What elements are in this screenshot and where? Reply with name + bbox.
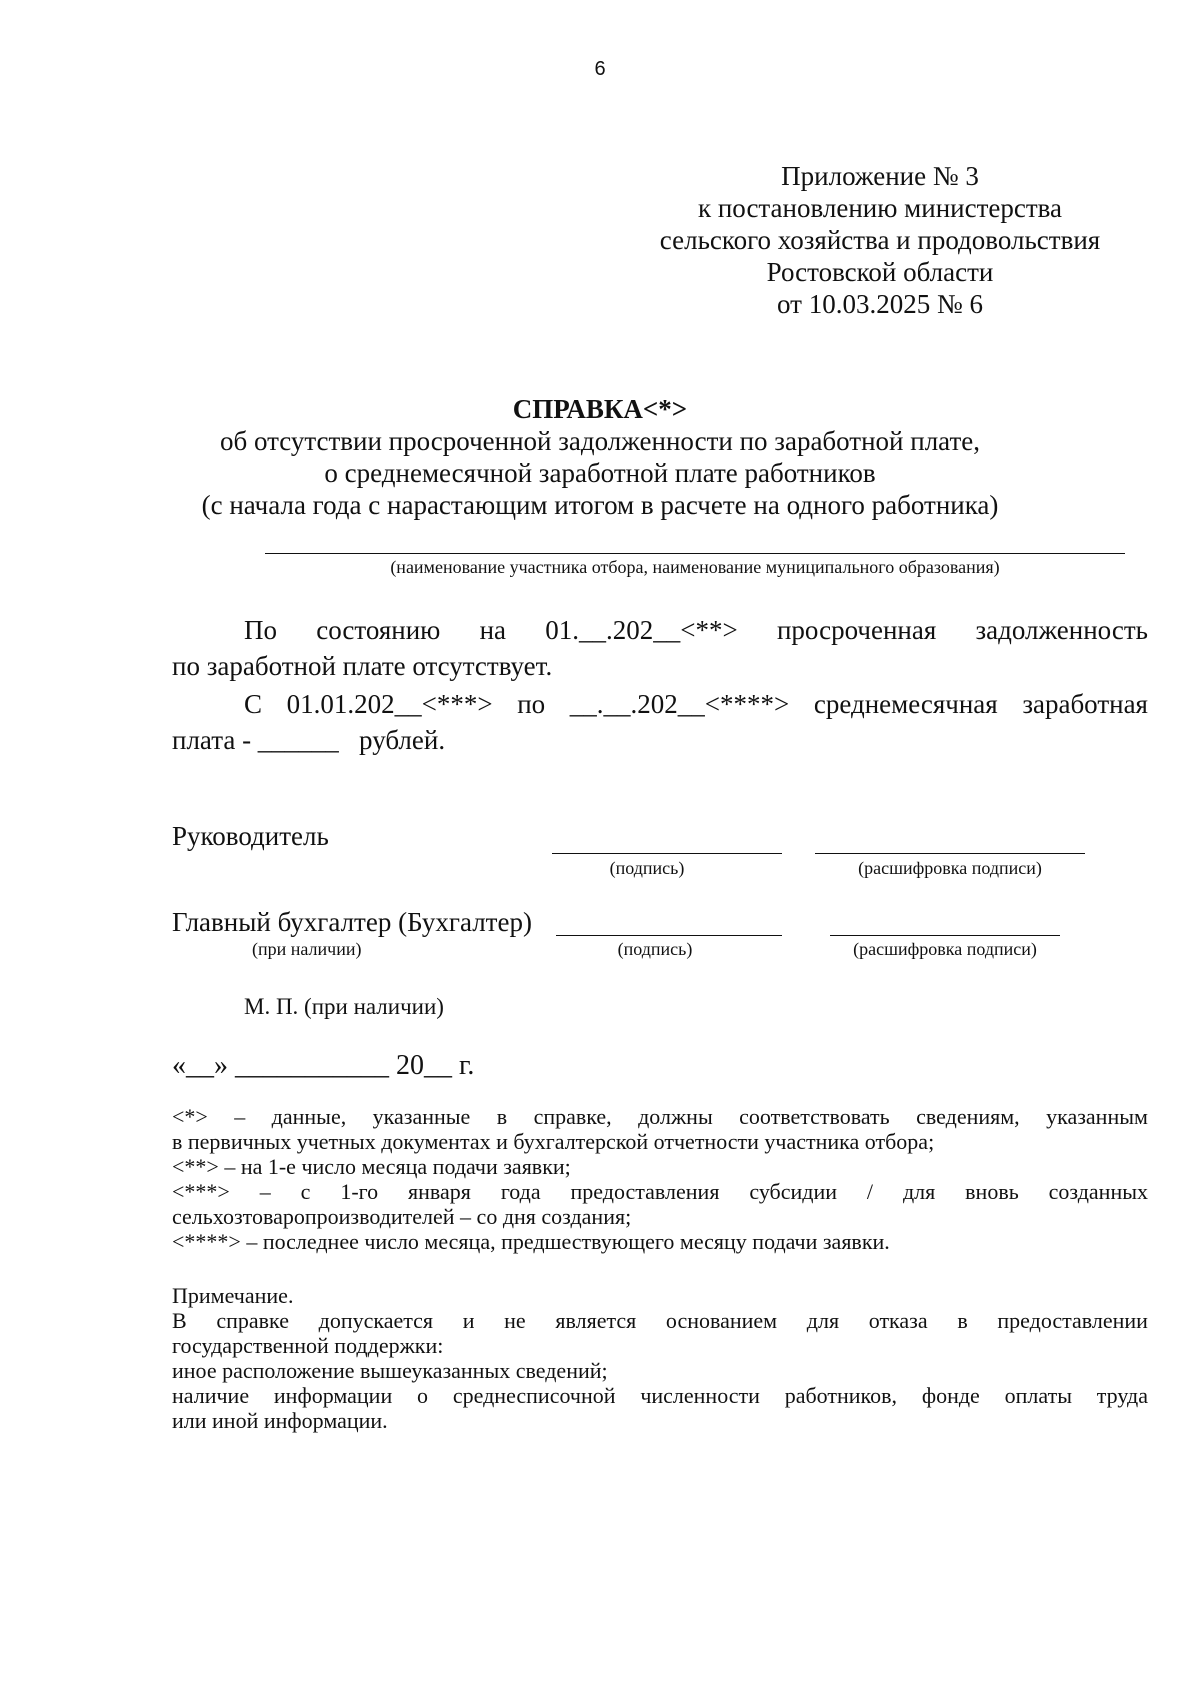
footnote-line: в первичных учетных документах и бухгалтерской отчетности участника отбора; (172, 1129, 935, 1154)
word: труда (1096, 1383, 1148, 1408)
word: – (259, 1179, 271, 1204)
word: с (300, 1179, 311, 1204)
appendix-line: Приложение № 3 (781, 161, 979, 191)
appendix-line: к постановлению министерства (697, 193, 1063, 223)
word: на (479, 615, 506, 645)
appendix-header (620, 160, 1140, 320)
word: просроченная (776, 615, 937, 645)
accountant-signature-line (556, 935, 782, 936)
head-signature-line (552, 853, 782, 854)
word: предоставления (570, 1179, 720, 1204)
word: субсидии (749, 1179, 838, 1204)
head-decode-line (815, 853, 1085, 854)
head-decode-caption: (расшифровка подписи) (858, 858, 1042, 878)
word: данные, (271, 1104, 347, 1129)
word: информации (273, 1383, 393, 1408)
note-line (172, 1308, 1148, 1333)
accountant-decode-line (830, 935, 1060, 936)
word: / (866, 1179, 874, 1204)
subtitle-line: (с начала года с нарастающим итогом в расчете на одного работника) (201, 490, 999, 520)
word: оплаты (1004, 1383, 1072, 1408)
paragraph-line: плата - ______ рублей. (172, 725, 446, 755)
word: в (957, 1308, 968, 1333)
word: <***> (172, 1179, 230, 1204)
note-heading: Примечание. (172, 1283, 294, 1308)
word: 1-го (340, 1179, 379, 1204)
page-number: 6 (594, 58, 606, 80)
subtitle-line: о среднемесячной заработной плате работников (324, 458, 876, 488)
word: января (408, 1179, 471, 1204)
note-block (172, 1283, 1148, 1433)
paragraph-line: по заработной плате отсутствует. (172, 651, 553, 681)
head-label: Руководитель (172, 821, 329, 851)
word: для (902, 1179, 936, 1204)
word: соответствовать (739, 1104, 890, 1129)
word: отказа (868, 1308, 928, 1333)
note-line: или иной информации. (172, 1408, 388, 1433)
word: указанным (1046, 1104, 1148, 1129)
word: среднесписочной (452, 1383, 616, 1408)
word: С (244, 689, 263, 719)
footnotes (172, 1104, 1148, 1254)
paragraph-line (172, 686, 1148, 722)
appendix-line: от 10.03.2025 № 6 (777, 289, 983, 319)
document-subtitle (0, 425, 1200, 521)
document-title: СПРАВКА<*> (512, 394, 688, 424)
accountant-decode-caption: (расшифровка подписи) (853, 939, 1037, 959)
word: наличие (172, 1383, 250, 1408)
appendix-line: сельского хозяйства и продовольствия (659, 225, 1101, 255)
footnote-line: <**> – на 1-е число месяца подачи заявки; (172, 1154, 571, 1179)
word: предоставлении (997, 1308, 1148, 1333)
word: работников, (784, 1383, 898, 1408)
paragraph-arrears (172, 612, 1148, 684)
paragraph-salary (172, 686, 1148, 758)
word: допускается (318, 1308, 434, 1333)
note-line: государственной поддержки: (172, 1333, 444, 1358)
word: численности (640, 1383, 760, 1408)
word: По (244, 615, 277, 645)
word: __.__.202__<****> (569, 689, 790, 719)
note-line: иное расположение вышеуказанных сведений; (172, 1358, 608, 1383)
word: года (500, 1179, 541, 1204)
word: задолженность (975, 615, 1148, 645)
footnote-line (172, 1179, 1148, 1204)
note-line (172, 1383, 1148, 1408)
word: для (806, 1308, 840, 1333)
word: состоянию (316, 615, 441, 645)
footnote-line: сельхозтоваропроизводителей – со дня создания; (172, 1204, 632, 1229)
word: является (555, 1308, 637, 1333)
word: справке, (533, 1104, 612, 1129)
word: вновь (965, 1179, 1019, 1204)
word: заработная (1022, 689, 1148, 719)
participant-name-caption: (наименование участника отбора, наименование муниципального образования) (390, 557, 1000, 577)
word: указанные (372, 1104, 471, 1129)
word: 01.__.202__<**> (545, 615, 738, 645)
word: среднемесячная (813, 689, 998, 719)
word: – (234, 1104, 246, 1129)
word: по (517, 689, 546, 719)
accountant-sign-caption: (подпись) (617, 939, 693, 959)
accountant-label: Главный бухгалтер (Бухгалтер) (172, 907, 532, 937)
subtitle-line: об отсутствии просроченной задолженности по заработной плате, (219, 426, 980, 456)
word: созданных (1048, 1179, 1148, 1204)
footnote-line: <****> – последнее число месяца, предшествующего месяцу подачи заявки. (172, 1229, 890, 1254)
word: сведениям, (916, 1104, 1020, 1129)
word: в (496, 1104, 508, 1129)
footnote-line (172, 1104, 1148, 1129)
word: <*> (172, 1104, 208, 1129)
word: В (172, 1308, 187, 1333)
word: основанием (665, 1308, 778, 1333)
paragraph-line (172, 612, 1148, 648)
participant-name-line (265, 553, 1125, 554)
word: должны (638, 1104, 713, 1129)
word: и (462, 1308, 475, 1333)
stamp-label: М. П. (при наличии) (244, 994, 444, 1019)
accountant-if-any-caption: (при наличии) (252, 939, 362, 959)
date-line: «__» ___________ 20__ г. (172, 1050, 475, 1081)
appendix-line: Ростовской области (766, 257, 994, 287)
word: о (417, 1383, 429, 1408)
head-sign-caption: (подпись) (609, 858, 685, 878)
word: фонде (921, 1383, 980, 1408)
word: справке (216, 1308, 289, 1333)
word: 01.01.202__<***> (286, 689, 493, 719)
word: не (504, 1308, 526, 1333)
